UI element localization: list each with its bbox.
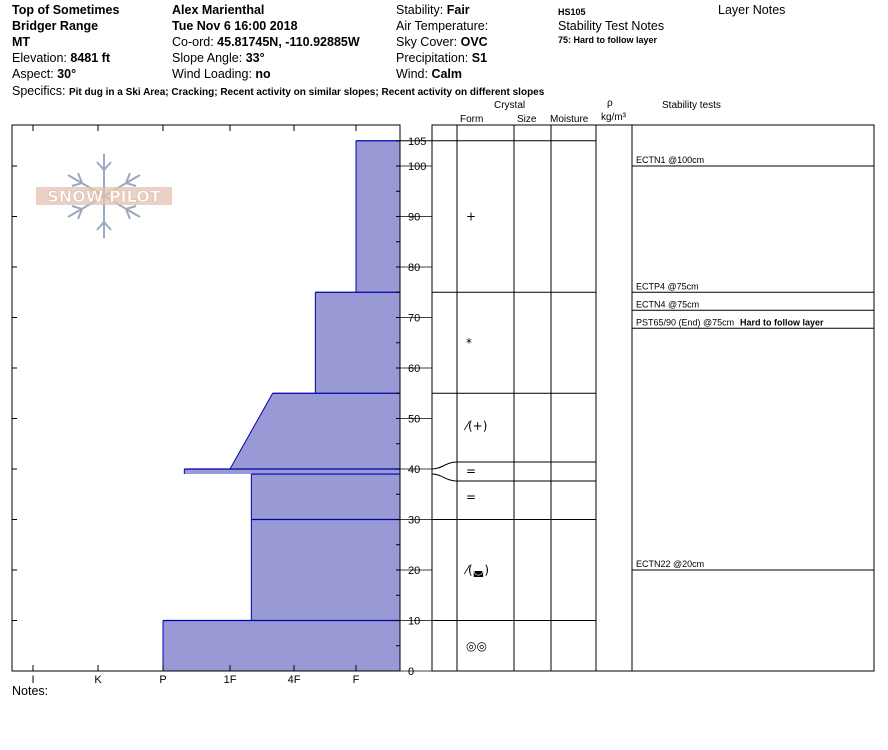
logo-text: SNOW PILOT xyxy=(47,187,161,206)
depth-tick-label: 50 xyxy=(408,413,421,426)
precip-value: S1 xyxy=(471,51,488,65)
range-name: Bridger Range xyxy=(12,19,99,33)
slope-label: Slope Angle: xyxy=(172,51,243,65)
hardness-tick-label: P xyxy=(159,674,167,686)
elevation-value: 8481 ft xyxy=(70,51,110,65)
stability-test-label: ECTP4 @75cm xyxy=(636,281,699,292)
size-header: Size xyxy=(517,114,537,125)
depth-tick-label: 0 xyxy=(408,666,415,678)
wind-value: Calm xyxy=(431,67,463,81)
stability-value: Fair xyxy=(446,3,470,17)
depth-tick-label: 90 xyxy=(408,211,421,224)
specifics-label: Specifics: xyxy=(12,84,66,98)
sky-label: Sky Cover: xyxy=(396,35,458,49)
stability-test-note: Hard to follow layer xyxy=(740,317,824,328)
hardness-layer-2 xyxy=(315,292,400,393)
state-name: MT xyxy=(12,35,31,49)
observation-datetime: Tue Nov 6 16:00 2018 xyxy=(172,19,298,33)
hardness-layer-4 xyxy=(184,469,400,474)
layer-table-frame xyxy=(432,125,874,671)
crystal-form-symbol: = xyxy=(466,464,477,478)
notes-label: Notes: xyxy=(12,684,49,698)
depth-tick-label: 60 xyxy=(408,363,421,375)
depth-tick-label: 105 xyxy=(408,135,427,148)
crystal-form-symbol: ◎◎ xyxy=(466,638,487,653)
hardness-layer-3 xyxy=(230,393,400,469)
hardness-tick-label: 4F xyxy=(287,674,301,686)
slope-value: 33° xyxy=(245,51,265,65)
depth-tick-label: 80 xyxy=(408,262,421,274)
form-header: Form xyxy=(460,114,484,125)
density-unit-header: kg/m³ xyxy=(601,112,626,123)
moisture-header: Moisture xyxy=(550,114,589,125)
stability-note: 75: Hard to follow layer xyxy=(558,35,658,45)
hardness-tick-label: I xyxy=(31,674,35,686)
elevation-label: Elevation: xyxy=(12,51,67,65)
depth-tick-label: 70 xyxy=(408,312,421,325)
hardness-tick-label: F xyxy=(352,674,360,686)
coord-label: Co-ord: xyxy=(172,35,214,49)
hardness-layer-6 xyxy=(251,520,400,621)
aspect-value: 30° xyxy=(57,67,77,81)
observer-name: Alex Marienthal xyxy=(172,3,265,17)
hs-value: HS105 xyxy=(558,7,586,17)
aspect-label: Aspect: xyxy=(12,67,54,81)
depth-tick-label: 10 xyxy=(408,615,421,628)
crystal-form-symbol: * xyxy=(466,335,472,350)
depth-tick-label: 100 xyxy=(408,161,427,173)
stability-test-label: ECTN1 @100cm xyxy=(636,155,705,165)
location-name: Top of Sometimes xyxy=(12,3,120,17)
coord-value: 45.81745N, -110.92885W xyxy=(217,35,360,49)
crystal-form-symbol: = xyxy=(466,489,477,504)
wind-label: Wind: xyxy=(396,67,428,81)
crystal-header: Crystal xyxy=(494,100,526,111)
sky-value: OVC xyxy=(460,35,488,49)
wind-loading-value: no xyxy=(255,67,271,81)
wind-loading-label: Wind Loading: xyxy=(172,67,252,81)
hardness-tick-label: K xyxy=(94,674,102,686)
stability-notes-title: Stability Test Notes xyxy=(558,19,665,33)
rho-header: ρ xyxy=(607,98,613,109)
specifics-value: Pit dug in a Ski Area; Cracking; Recent activity on similar slopes; Recent activity on different slopes xyxy=(68,87,545,98)
hardness-layer-1 xyxy=(356,141,400,293)
stability-label: Stability: xyxy=(396,3,444,17)
crystal-form-symbol: ⁄(◛) xyxy=(466,563,490,577)
depth-tick-label: 20 xyxy=(408,565,421,577)
crystal-form-symbol: + xyxy=(466,209,477,224)
air-temp-label: Air Temperature: xyxy=(396,19,489,33)
depth-tick-label: 30 xyxy=(408,514,421,527)
hardness-tick-label: 1F xyxy=(223,674,237,686)
hardness-layer-7 xyxy=(163,621,400,672)
stability-tests-header: Stability tests xyxy=(662,100,721,111)
precip-label: Precipitation: xyxy=(396,51,469,65)
depth-tick-label: 40 xyxy=(408,464,421,476)
layer-notes-title: Layer Notes xyxy=(718,3,786,17)
hardness-layer-5 xyxy=(251,474,400,519)
crystal-form-symbol: ⁄(+) xyxy=(466,419,488,434)
stability-test-label: ECTN4 @75cm xyxy=(636,299,700,310)
stability-test-label: PST65/90 (End) @75cm xyxy=(636,317,735,328)
stability-test-label: ECTN22 @20cm xyxy=(636,559,705,569)
